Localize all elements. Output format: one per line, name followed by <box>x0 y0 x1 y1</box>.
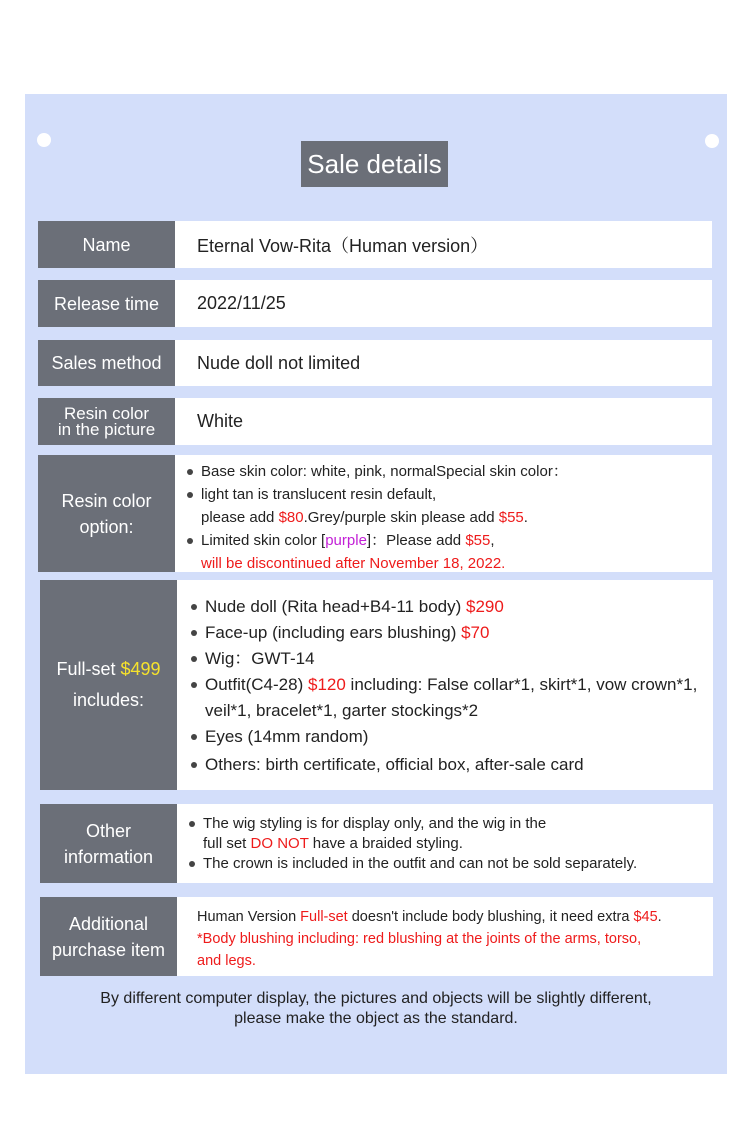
additional-purchase-text <box>177 897 713 976</box>
list-item <box>189 594 713 620</box>
additional-line1-a: Human Version <box>197 909 301 925</box>
additional-line1-c: . <box>657 909 662 925</box>
additional-purchase-label <box>40 897 177 976</box>
row-resin-option <box>38 455 712 572</box>
other-info-label-line1: Other <box>85 820 131 841</box>
other-info-bullet-1-line1: The wig styling is for display only, and the wig in the <box>203 815 547 832</box>
fullset-list <box>177 580 713 790</box>
other-info-bullet-2: The crown is included in the outfit and can not be sold separately. <box>203 855 638 872</box>
resin-picture-label-line2: in the picture <box>57 419 156 439</box>
other-info-bullet-1-text-b: have a braided styling. <box>308 835 463 852</box>
list-item <box>189 646 713 672</box>
resin-option-bullet-3-text-b: ]：Please add <box>366 532 466 549</box>
resin-option-bullet-2-text-c: . <box>523 509 528 526</box>
release-time-label: Release time <box>38 280 175 327</box>
hole-right-icon <box>705 134 719 148</box>
fullset-price: $499 <box>120 659 161 679</box>
resin-option-bullet-3-text-c: , <box>490 532 495 549</box>
body-blushing-note-line1: *Body blushing including: red blushing at the joints of the arms, torso, <box>197 931 642 947</box>
price-70: $70 <box>461 623 490 642</box>
resin-option-bullet-2-line1: light tan is translucent resin default, <box>201 486 437 503</box>
additional-line1-b: doesn't include body blushing, it need extra <box>347 909 634 925</box>
list-item <box>189 672 713 724</box>
row-additional-purchase <box>40 897 713 976</box>
footer-disclaimer <box>25 989 727 1029</box>
resin-option-bullet-3-text-a: Limited skin color [ <box>201 532 326 549</box>
row-other-info <box>40 804 713 883</box>
purple-word: purple <box>325 532 367 549</box>
price-290: $290 <box>466 597 504 616</box>
footer-line1: By different computer display, the pictures and objects will be slightly different, <box>100 990 652 1007</box>
fullset-item-5: Eyes (14mm random) <box>205 727 369 746</box>
list-item <box>189 724 713 750</box>
name-value: Eternal Vow-Rita（Human version） <box>175 221 712 268</box>
list-item <box>185 483 712 529</box>
body-blushing-note-line2: and legs. <box>197 953 256 969</box>
name-label: Name <box>38 221 175 268</box>
fullset-item-1: Nude doll (Rita head+B4-11 body) <box>205 597 466 616</box>
resin-option-label-line2: option: <box>79 516 134 537</box>
resin-option-label <box>38 455 175 572</box>
price-55-limited: $55 <box>465 532 491 549</box>
sales-method-label: Sales method <box>38 340 175 386</box>
hole-left-icon <box>37 133 51 147</box>
additional-purchase-label-line2: purchase item <box>51 939 166 960</box>
do-not-text: DO NOT <box>250 835 309 852</box>
sales-method-value: Nude doll not limited <box>175 340 712 386</box>
additional-purchase-label-line1: Additional <box>68 913 149 934</box>
fullset-item-4-line2: veil*1, bracelet*1, garter stockings*2 <box>205 701 479 720</box>
list-item <box>189 752 713 778</box>
fullset-label-text: Full-set <box>56 659 121 679</box>
other-info-label <box>40 804 177 883</box>
row-release-time <box>38 280 712 327</box>
discontinued-notice: will be discontinued after November 18, 2022. <box>201 555 506 572</box>
resin-option-label-line1: Resin color <box>61 490 152 511</box>
release-time-value: 2022/11/25 <box>175 280 712 327</box>
price-80: $80 <box>278 509 304 526</box>
list-item <box>189 620 713 646</box>
resin-picture-label-line1: Resin color <box>63 403 150 423</box>
other-info-list <box>177 804 713 883</box>
row-fullset <box>40 580 713 790</box>
row-name <box>38 221 712 268</box>
resin-picture-value: White <box>175 398 712 445</box>
fullset-word: Full-set <box>300 909 348 925</box>
fullset-item-4-b: including: False collar*1, skirt*1, vow crown*1, <box>345 675 698 694</box>
price-120: $120 <box>307 675 346 694</box>
list-item <box>185 460 712 483</box>
list-item <box>185 529 712 575</box>
resin-option-bullet-1: Base skin color: white, pink, normalSpecial skin color： <box>201 463 568 480</box>
price-45: $45 <box>633 909 658 925</box>
resin-option-list <box>175 455 712 572</box>
fullset-item-3: Wig：GWT-14 <box>205 649 315 668</box>
fullset-item-4-a: Outfit(C4-28) <box>205 675 308 694</box>
list-item <box>187 814 713 854</box>
fullset-label-line2: includes: <box>72 690 145 710</box>
row-resin-picture <box>38 398 712 445</box>
other-info-label-line2: information <box>63 846 154 867</box>
fullset-label <box>40 580 177 790</box>
resin-option-bullet-2-text-b: .Grey/purple skin please add <box>303 509 499 526</box>
resin-picture-label <box>38 398 175 445</box>
other-info-bullet-1-text-a: full set <box>203 835 251 852</box>
list-item <box>187 854 713 874</box>
fullset-item-2: Face-up (including ears blushing) <box>205 623 462 642</box>
page-title: Sale details <box>301 141 448 187</box>
resin-option-bullet-2-text-a: please add <box>201 509 279 526</box>
row-sales-method <box>38 340 712 386</box>
fullset-item-6: Others: birth certificate, official box, after-sale card <box>205 755 584 774</box>
price-55-grey: $55 <box>498 509 524 526</box>
footer-line2: please make the object as the standard. <box>234 1010 518 1027</box>
